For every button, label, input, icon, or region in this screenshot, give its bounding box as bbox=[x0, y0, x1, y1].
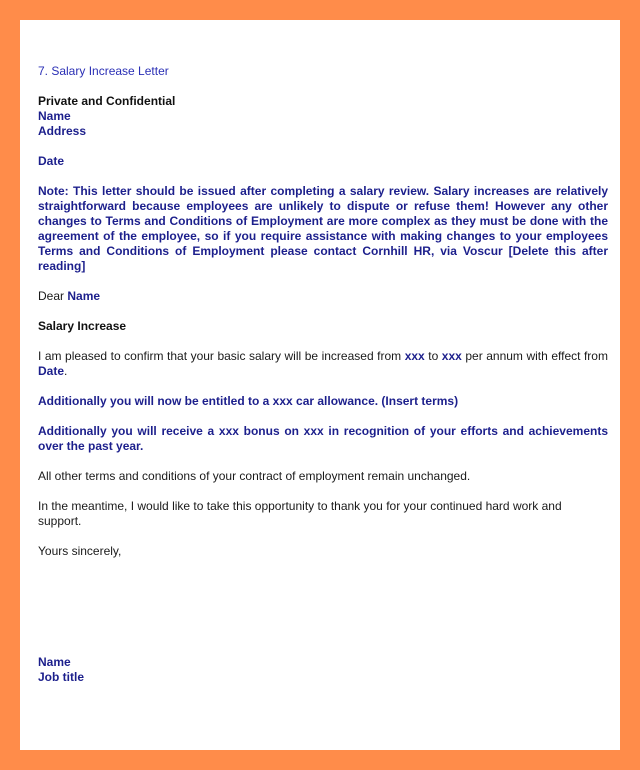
effective-date-placeholder: Date bbox=[38, 364, 65, 378]
recipient-name: Name bbox=[38, 109, 71, 123]
old-salary-placeholder: xxx bbox=[404, 349, 425, 363]
letter-body bbox=[38, 64, 608, 685]
instruction-note: Note: This letter should be issued after completing a salary review. Salary increases are relatively straightforward because employees are unlikely to dispute or refuse them! However any other changes to Terms and Conditions of Employment are more complex as they must be done with the agreement of the employee, so if you require assistance with making changes to your employees Terms and Conditions of Employment please contact Cornhill HR, via Voscur [Delete this after reading] bbox=[38, 184, 608, 273]
letter-page bbox=[20, 20, 620, 750]
letter-subject: Salary Increase bbox=[38, 319, 127, 333]
car-allowance-paragraph: Additionally you will now be entitled to a xxx car allowance. (Insert terms) bbox=[38, 394, 459, 408]
letter-heading: 7. Salary Increase Letter bbox=[38, 64, 169, 78]
salary-confirmation bbox=[38, 349, 608, 379]
recipient-address: Address bbox=[38, 124, 87, 138]
other-terms-paragraph: All other terms and conditions of your contract of employment remain unchanged. bbox=[38, 469, 471, 483]
thanks-paragraph: In the meantime, I would like to take this opportunity to thank you for your continued hard work and support. bbox=[38, 499, 562, 528]
salutation bbox=[38, 289, 608, 304]
salutation-dear: Dear bbox=[38, 289, 65, 303]
signature-block bbox=[38, 655, 608, 685]
bonus-paragraph: Additionally you will receive a xxx bonus on xxx in recognition of your efforts and achievements over the past year. bbox=[38, 424, 608, 453]
confirm-period: . bbox=[64, 364, 68, 378]
recipient-block bbox=[38, 94, 608, 139]
confirm-to-word: to bbox=[428, 349, 439, 363]
private-confidential: Private and Confidential bbox=[38, 94, 176, 108]
new-salary-placeholder: xxx bbox=[441, 349, 462, 363]
letter-date: Date bbox=[38, 154, 65, 168]
closing: Yours sincerely, bbox=[38, 544, 122, 558]
confirm-text-start: I am pleased to confirm that your basic salary will be increased from bbox=[38, 349, 402, 363]
signatory-job-title: Job title bbox=[38, 670, 85, 684]
confirm-text-end: per annum with effect from bbox=[465, 349, 608, 363]
salutation-name: Name bbox=[67, 289, 101, 303]
signatory-name: Name bbox=[38, 655, 71, 669]
